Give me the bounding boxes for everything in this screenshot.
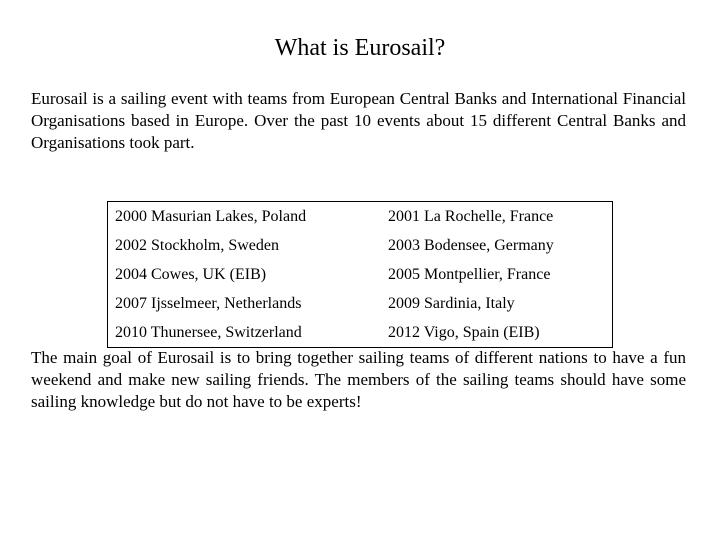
goal-paragraph: The main goal of Eurosail is to bring together sailing teams of different nations to have a fun weekend and make new sailing friends. The members of the sailing teams should have some sailing knowledge but do not have to be experts! [31, 348, 686, 411]
events-table [107, 201, 613, 348]
table-cell: 2007 Ijsselmeer, Netherlands [115, 294, 302, 312]
table-row [108, 202, 613, 232]
table-cell: 2005 Montpellier, France [388, 265, 551, 283]
table-cell: 2010 Thunersee, Switzerland [115, 323, 302, 341]
table-cell: 2001 La Rochelle, France [388, 207, 554, 225]
page-title: What is Eurosail? [274, 35, 446, 61]
intro-paragraph: Eurosail is a sailing event with teams from European Central Banks and International Financial Organisations based in Europe. Over the past 10 events about 15 different Central Banks and Organisations took part. [31, 89, 686, 152]
table-row [108, 260, 613, 289]
table-cell: 2012 Vigo, Spain (EIB) [388, 323, 540, 341]
table-cell: 2000 Masurian Lakes, Poland [115, 207, 307, 225]
table-cell: 2003 Bodensee, Germany [388, 236, 554, 254]
table-row [108, 318, 613, 348]
table-cell: 2002 Stockholm, Sweden [115, 236, 279, 254]
table-cell: 2009 Sardinia, Italy [388, 294, 515, 312]
table-row [108, 289, 613, 318]
table-row [108, 231, 613, 260]
table-cell: 2004 Cowes, UK (EIB) [115, 265, 267, 283]
